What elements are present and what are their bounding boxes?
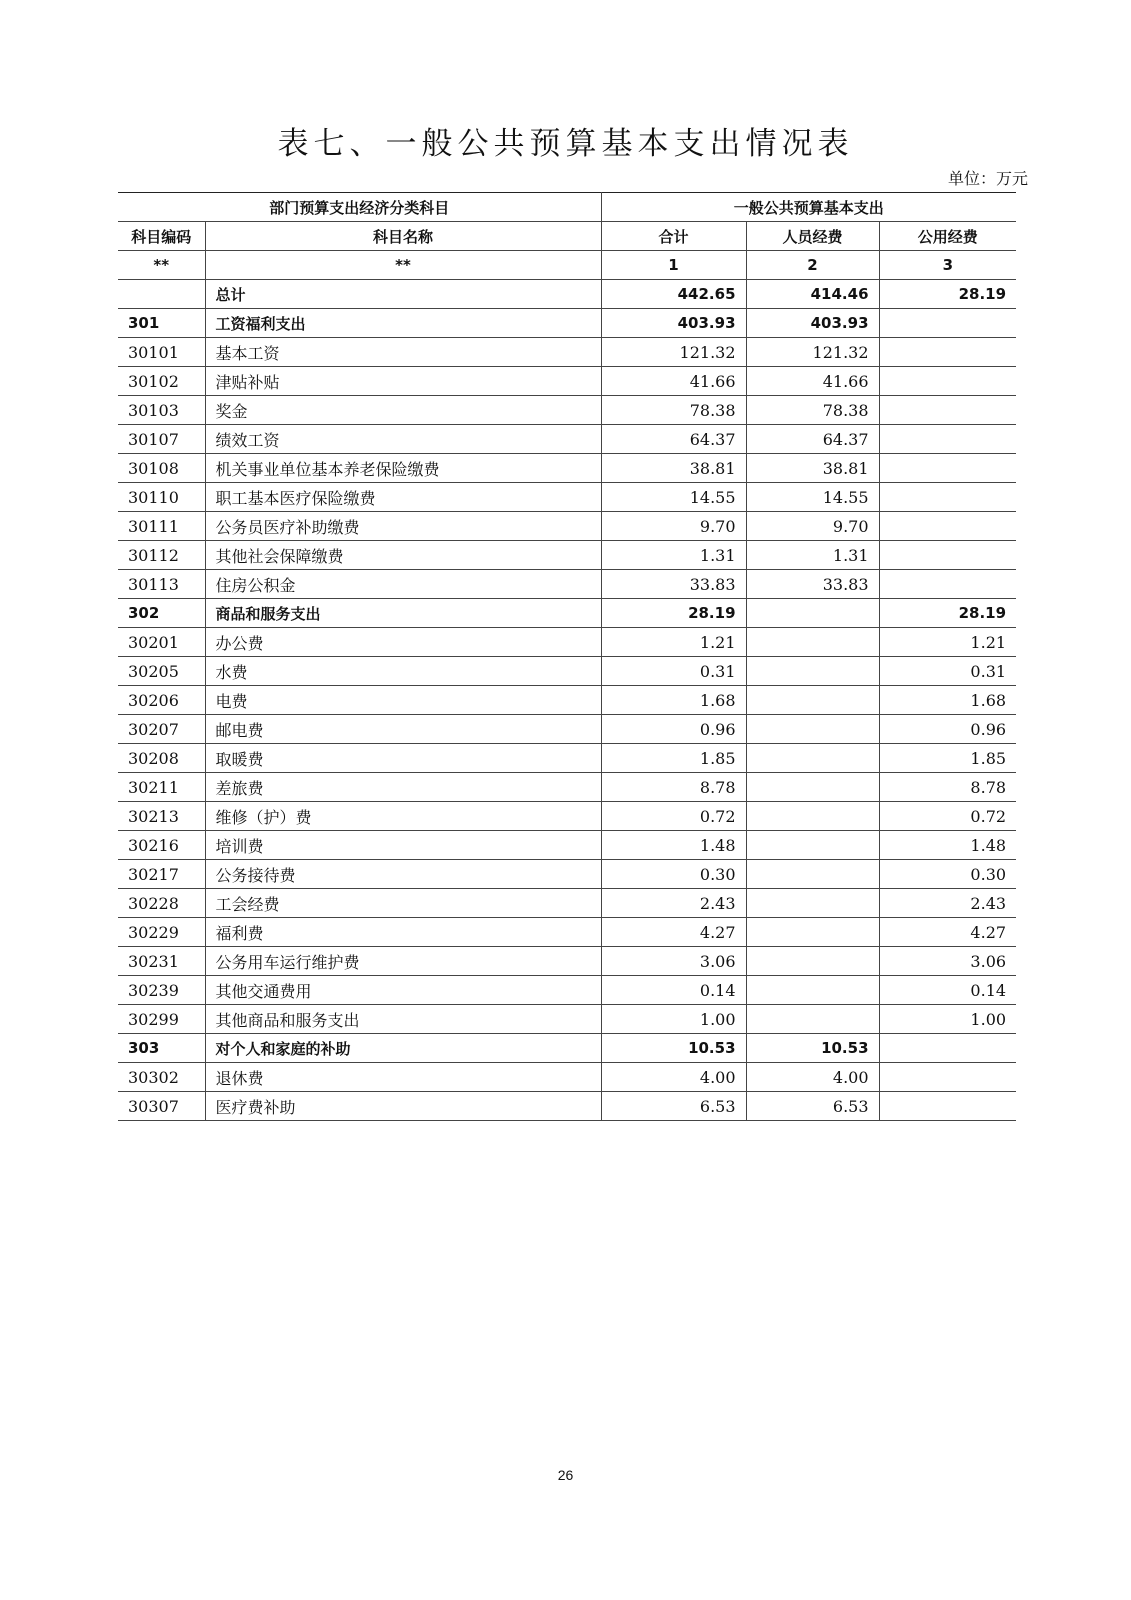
row-code: 30103 xyxy=(118,396,205,425)
row-code: 30101 xyxy=(118,338,205,367)
row-total: 0.31 xyxy=(601,657,746,686)
row-name: 津贴补贴 xyxy=(205,367,601,396)
row-public xyxy=(879,309,1016,338)
row-code: 30302 xyxy=(118,1063,205,1092)
row-name: 住房公积金 xyxy=(205,570,601,599)
row-public: 0.30 xyxy=(879,860,1016,889)
table-row xyxy=(118,686,1016,715)
row-code: 30228 xyxy=(118,889,205,918)
row-name: 其他商品和服务支出 xyxy=(205,1005,601,1034)
header-group-right: 一般公共预算基本支出 xyxy=(601,193,1016,222)
row-total: 0.14 xyxy=(601,976,746,1005)
row-code xyxy=(118,280,205,309)
row-personnel: 33.83 xyxy=(746,570,879,599)
row-public: 0.96 xyxy=(879,715,1016,744)
row-name: 其他社会保障缴费 xyxy=(205,541,601,570)
row-public: 4.27 xyxy=(879,918,1016,947)
row-name: 水费 xyxy=(205,657,601,686)
row-code: 30108 xyxy=(118,454,205,483)
table-row xyxy=(118,338,1016,367)
row-personnel: 41.66 xyxy=(746,367,879,396)
header-public: 公用经费 xyxy=(879,222,1016,251)
table-row xyxy=(118,541,1016,570)
row-total: 14.55 xyxy=(601,483,746,512)
table-row xyxy=(118,773,1016,802)
row-name: 医疗费补助 xyxy=(205,1092,601,1121)
row-public: 2.43 xyxy=(879,889,1016,918)
row-name: 维修（护）费 xyxy=(205,802,601,831)
row-public: 3.06 xyxy=(879,947,1016,976)
row-code: 30211 xyxy=(118,773,205,802)
table-row xyxy=(118,1034,1016,1063)
row-personnel: 414.46 xyxy=(746,280,879,309)
row-code: 30213 xyxy=(118,802,205,831)
table-row xyxy=(118,889,1016,918)
row-public: 8.78 xyxy=(879,773,1016,802)
row-name: 商品和服务支出 xyxy=(205,599,601,628)
header-personnel: 人员经费 xyxy=(746,222,879,251)
row-personnel: 9.70 xyxy=(746,512,879,541)
row-public xyxy=(879,367,1016,396)
row-public xyxy=(879,1092,1016,1121)
row-code: 30239 xyxy=(118,976,205,1005)
table-row xyxy=(118,570,1016,599)
row-name: 退休费 xyxy=(205,1063,601,1092)
row-name: 培训费 xyxy=(205,831,601,860)
row-name: 总计 xyxy=(205,280,601,309)
table-row xyxy=(118,715,1016,744)
row-personnel: 64.37 xyxy=(746,425,879,454)
table-row xyxy=(118,280,1016,309)
row-total: 6.53 xyxy=(601,1092,746,1121)
page-number: 26 xyxy=(557,1467,574,1483)
row-total: 1.00 xyxy=(601,1005,746,1034)
header-name: 科目名称 xyxy=(205,222,601,251)
index-code: ** xyxy=(118,251,205,280)
row-name: 办公费 xyxy=(205,628,601,657)
row-name: 绩效工资 xyxy=(205,425,601,454)
row-public xyxy=(879,1034,1016,1063)
table-row xyxy=(118,802,1016,831)
row-total: 1.85 xyxy=(601,744,746,773)
row-total: 121.32 xyxy=(601,338,746,367)
row-public: 0.72 xyxy=(879,802,1016,831)
budget-table xyxy=(118,192,1016,1121)
row-total: 33.83 xyxy=(601,570,746,599)
row-personnel xyxy=(746,860,879,889)
row-total: 78.38 xyxy=(601,396,746,425)
row-personnel: 121.32 xyxy=(746,338,879,367)
row-code: 30201 xyxy=(118,628,205,657)
row-name: 公务员医疗补助缴费 xyxy=(205,512,601,541)
row-personnel: 4.00 xyxy=(746,1063,879,1092)
row-code: 30217 xyxy=(118,860,205,889)
row-public xyxy=(879,454,1016,483)
row-total: 0.96 xyxy=(601,715,746,744)
table-row xyxy=(118,976,1016,1005)
row-code: 30107 xyxy=(118,425,205,454)
row-personnel xyxy=(746,599,879,628)
index-total: 1 xyxy=(601,251,746,280)
table-row xyxy=(118,309,1016,338)
row-code: 30110 xyxy=(118,483,205,512)
header-index-row xyxy=(118,251,1016,280)
row-code: 30208 xyxy=(118,744,205,773)
row-name: 工资福利支出 xyxy=(205,309,601,338)
row-total: 403.93 xyxy=(601,309,746,338)
table-row xyxy=(118,425,1016,454)
row-total: 28.19 xyxy=(601,599,746,628)
unit-label: 单位：万元 xyxy=(947,169,1028,188)
row-total: 10.53 xyxy=(601,1034,746,1063)
row-code: 30231 xyxy=(118,947,205,976)
row-name: 其他交通费用 xyxy=(205,976,601,1005)
table-row xyxy=(118,396,1016,425)
table-row xyxy=(118,483,1016,512)
row-personnel xyxy=(746,686,879,715)
row-code: 30102 xyxy=(118,367,205,396)
row-total: 3.06 xyxy=(601,947,746,976)
table-row xyxy=(118,744,1016,773)
table-row xyxy=(118,367,1016,396)
row-personnel xyxy=(746,773,879,802)
row-total: 4.27 xyxy=(601,918,746,947)
row-personnel: 403.93 xyxy=(746,309,879,338)
row-personnel: 78.38 xyxy=(746,396,879,425)
table-row xyxy=(118,454,1016,483)
row-public xyxy=(879,1063,1016,1092)
row-personnel xyxy=(746,715,879,744)
row-personnel: 1.31 xyxy=(746,541,879,570)
row-code: 30112 xyxy=(118,541,205,570)
row-name: 工会经费 xyxy=(205,889,601,918)
row-total: 1.48 xyxy=(601,831,746,860)
row-total: 9.70 xyxy=(601,512,746,541)
index-name: ** xyxy=(205,251,601,280)
row-code: 303 xyxy=(118,1034,205,1063)
row-total: 38.81 xyxy=(601,454,746,483)
row-name: 取暖费 xyxy=(205,744,601,773)
row-personnel: 10.53 xyxy=(746,1034,879,1063)
row-public: 1.85 xyxy=(879,744,1016,773)
row-name: 福利费 xyxy=(205,918,601,947)
row-name: 电费 xyxy=(205,686,601,715)
row-total: 0.72 xyxy=(601,802,746,831)
table-row xyxy=(118,947,1016,976)
table-row xyxy=(118,860,1016,889)
row-code: 30113 xyxy=(118,570,205,599)
row-name: 公务接待费 xyxy=(205,860,601,889)
table-row xyxy=(118,1092,1016,1121)
index-public: 3 xyxy=(879,251,1016,280)
header-group-left: 部门预算支出经济分类科目 xyxy=(118,193,601,222)
row-personnel xyxy=(746,889,879,918)
table-row xyxy=(118,628,1016,657)
row-personnel xyxy=(746,918,879,947)
row-public: 1.68 xyxy=(879,686,1016,715)
row-personnel xyxy=(746,976,879,1005)
table-row xyxy=(118,918,1016,947)
row-total: 1.68 xyxy=(601,686,746,715)
header-column-row xyxy=(118,222,1016,251)
row-personnel xyxy=(746,802,879,831)
row-public: 1.21 xyxy=(879,628,1016,657)
row-total: 1.21 xyxy=(601,628,746,657)
row-public: 28.19 xyxy=(879,280,1016,309)
row-public xyxy=(879,425,1016,454)
row-public xyxy=(879,541,1016,570)
row-code: 30229 xyxy=(118,918,205,947)
row-personnel xyxy=(746,947,879,976)
row-total: 8.78 xyxy=(601,773,746,802)
header-group-row xyxy=(118,193,1016,222)
row-public xyxy=(879,483,1016,512)
row-personnel xyxy=(746,831,879,860)
index-personnel: 2 xyxy=(746,251,879,280)
row-total: 41.66 xyxy=(601,367,746,396)
row-code: 30205 xyxy=(118,657,205,686)
header-code: 科目编码 xyxy=(118,222,205,251)
table-row xyxy=(118,831,1016,860)
table-row xyxy=(118,599,1016,628)
table-row xyxy=(118,1063,1016,1092)
row-personnel xyxy=(746,657,879,686)
row-code: 30111 xyxy=(118,512,205,541)
row-code: 30299 xyxy=(118,1005,205,1034)
row-name: 差旅费 xyxy=(205,773,601,802)
row-name: 职工基本医疗保险缴费 xyxy=(205,483,601,512)
row-personnel xyxy=(746,628,879,657)
row-public: 0.31 xyxy=(879,657,1016,686)
row-name: 公务用车运行维护费 xyxy=(205,947,601,976)
table-row xyxy=(118,512,1016,541)
row-public xyxy=(879,396,1016,425)
budget-table-body xyxy=(118,193,1016,1121)
row-name: 基本工资 xyxy=(205,338,601,367)
row-total: 2.43 xyxy=(601,889,746,918)
row-name: 对个人和家庭的补助 xyxy=(205,1034,601,1063)
row-code: 30206 xyxy=(118,686,205,715)
row-name: 邮电费 xyxy=(205,715,601,744)
row-name: 奖金 xyxy=(205,396,601,425)
row-total: 0.30 xyxy=(601,860,746,889)
row-personnel xyxy=(746,744,879,773)
row-total: 442.65 xyxy=(601,280,746,309)
row-public: 28.19 xyxy=(879,599,1016,628)
row-total: 64.37 xyxy=(601,425,746,454)
page-title: 表七、一般公共预算基本支出情况表 xyxy=(277,126,854,162)
row-public: 1.48 xyxy=(879,831,1016,860)
row-code: 302 xyxy=(118,599,205,628)
row-public xyxy=(879,338,1016,367)
row-code: 30307 xyxy=(118,1092,205,1121)
row-public: 1.00 xyxy=(879,1005,1016,1034)
row-personnel: 38.81 xyxy=(746,454,879,483)
row-code: 30207 xyxy=(118,715,205,744)
table-row xyxy=(118,657,1016,686)
header-total: 合计 xyxy=(601,222,746,251)
row-code: 30216 xyxy=(118,831,205,860)
row-total: 1.31 xyxy=(601,541,746,570)
row-name: 机关事业单位基本养老保险缴费 xyxy=(205,454,601,483)
row-public: 0.14 xyxy=(879,976,1016,1005)
row-personnel: 6.53 xyxy=(746,1092,879,1121)
row-public xyxy=(879,512,1016,541)
row-personnel: 14.55 xyxy=(746,483,879,512)
row-total: 4.00 xyxy=(601,1063,746,1092)
row-public xyxy=(879,570,1016,599)
table-row xyxy=(118,1005,1016,1034)
row-code: 301 xyxy=(118,309,205,338)
row-personnel xyxy=(746,1005,879,1034)
